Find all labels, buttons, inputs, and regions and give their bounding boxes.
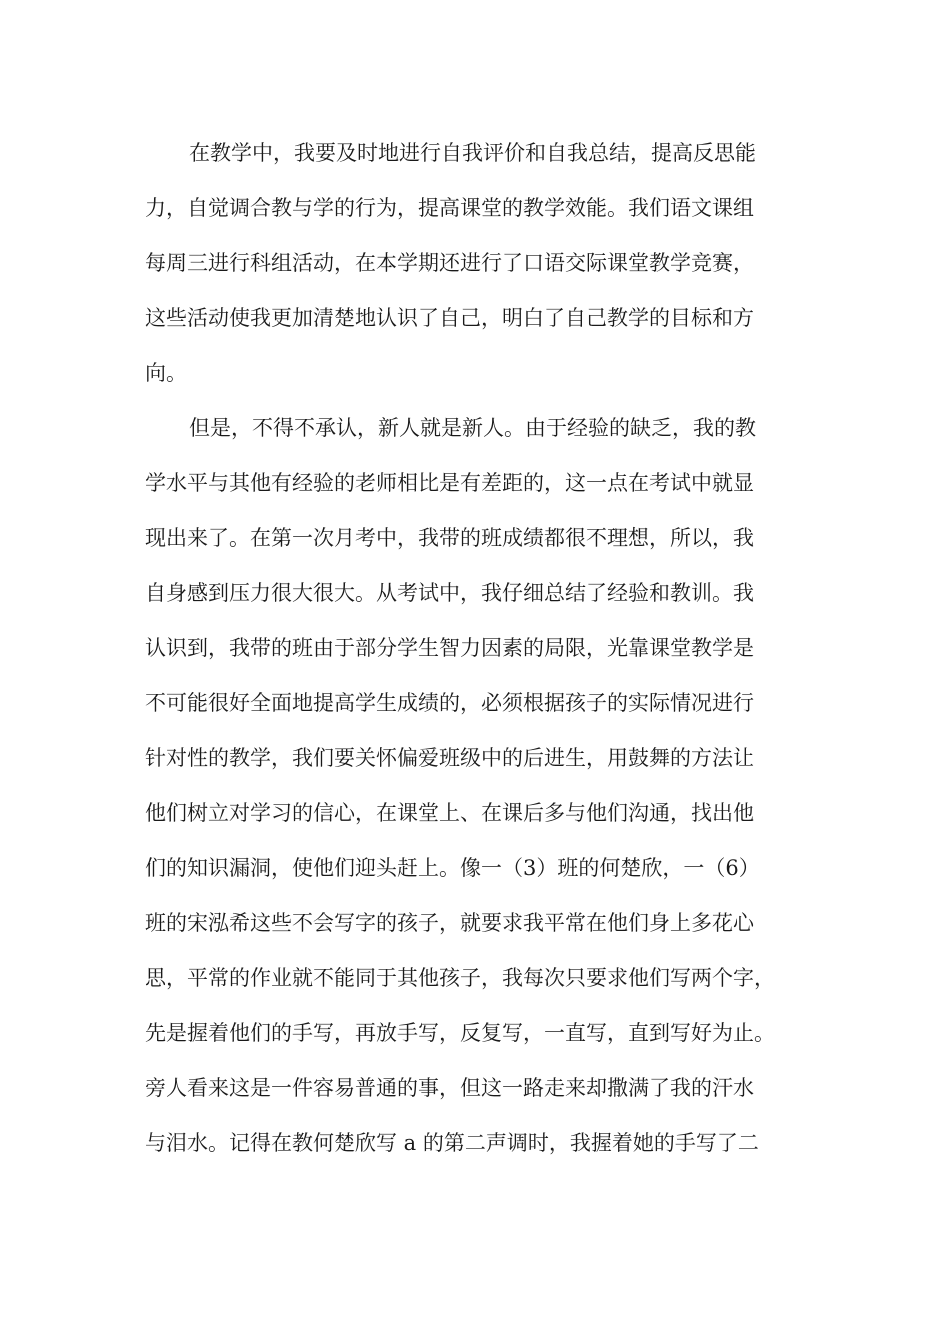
paragraph-2-line-4: 自身感到压力很大很大。从考试中，我仔细总结了经验和教训。我: [145, 581, 754, 605]
paragraph-2-line-5: 认识到，我带的班由于部分学生智力因素的局限，光靠课堂教学是: [145, 636, 754, 660]
paragraph-1-line-1: 在教学中，我要及时地进行自我评价和自我总结，提高反思能: [189, 141, 756, 165]
paragraph-1-line-3: 每周三进行科组活动，在本学期还进行了口语交际课堂教学竞赛，: [145, 251, 754, 275]
paragraph-2-line-9: 们的知识漏洞，使他们迎头赶上。像一（3）班的何楚欣，一（6）: [145, 856, 760, 880]
paragraph-2-line-8: 他们树立对学习的信心，在课堂上、在课后多与他们沟通，找出他: [145, 801, 754, 825]
paragraph-2-line-3: 现出来了。在第一次月考中，我带的班成绩都很不理想，所以，我: [145, 526, 754, 550]
paragraph-2-line-12: 先是握着他们的手写，再放手写，反复写，一直写，直到写好为止。: [145, 1021, 775, 1045]
paragraph-1-line-5: 向。: [145, 361, 187, 385]
paragraph-1-line-2: 力，自觉调合教与学的行为，提高课堂的教学效能。我们语文课组: [145, 196, 754, 220]
paragraph-2-line-6: 不可能很好全面地提高学生成绩的，必须根据孩子的实际情况进行: [145, 691, 754, 715]
paragraph-2-line-7: 针对性的教学，我们要关怀偏爱班级中的后进生，用鼓舞的方法让: [145, 746, 754, 770]
paragraph-2-line-14: 与泪水。记得在教何楚欣写 a 的第二声调时，我握着她的手写了二: [145, 1131, 759, 1155]
paragraph-2-line-1: 但是，不得不承认，新人就是新人。由于经验的缺乏，我的教: [189, 416, 756, 440]
paragraph-1-line-4: 这些活动使我更加清楚地认识了自己，明白了自己教学的目标和方: [145, 306, 754, 330]
paragraph-2-line-11: 思，平常的作业就不能同于其他孩子，我每次只要求他们写两个字，: [145, 966, 775, 990]
paragraph-2-line-2: 学水平与其他有经验的老师相比是有差距的，这一点在考试中就显: [145, 471, 754, 495]
paragraph-2-line-13: 旁人看来这是一件容易普通的事，但这一路走来却撒满了我的汗水: [145, 1076, 754, 1100]
paragraph-2-line-10: 班的宋泓希这些不会写字的孩子，就要求我平常在他们身上多花心: [145, 911, 754, 935]
